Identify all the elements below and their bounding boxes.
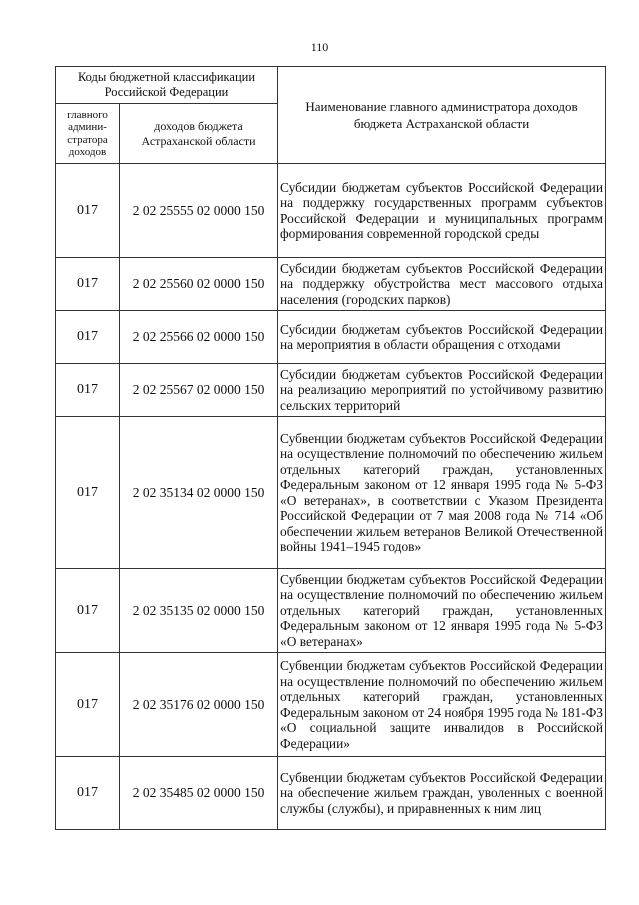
name-cell: Субвенции бюджетам субъектов Российской Федерации на осуществление полномочий по обеспечению жильем отдельных категорий граждан, установленных Федеральным законом от 24 ноября 1995 года № 181-ФЗ «О социальной защите инвалидов в Российской Федерации» (278, 653, 606, 757)
admin-code-cell: 017 (56, 258, 120, 311)
income-code-cell: 2 02 25560 02 0000 150 (120, 258, 278, 311)
name-cell: Субвенции бюджетам субъектов Российской Федерации на осуществление полномочий по обеспечению жильем отдельных категорий граждан, установленных Федеральным законом от 12 января 1995 года № 5-ФЗ «О ветеранах» (278, 569, 606, 653)
income-code-cell: 2 02 35134 02 0000 150 (120, 417, 278, 569)
admin-code-cell: 017 (56, 757, 120, 830)
budget-classification-table (55, 66, 606, 830)
table-row (56, 569, 606, 653)
table-row (56, 258, 606, 311)
admin-code-cell: 017 (56, 653, 120, 757)
header-codes-group: Коды бюджетной классификации Российской Федерации (56, 67, 278, 104)
name-cell: Субвенции бюджетам субъектов Российской Федерации на осуществление полномочий по обеспечению жильем отдельных категорий граждан, установленных Федеральным законом от 12 января 1995 года № 5-ФЗ «О ветеранах», в соответствии с Указом Президента Российской Федерации от 7 мая 2008 года № 714 «Об обеспечении жильем ветеранов Великой Отечественной войны 1941–1945 годов» (278, 417, 606, 569)
income-code-cell: 2 02 35176 02 0000 150 (120, 653, 278, 757)
admin-code-cell: 017 (56, 364, 120, 417)
header-admin-name: Наименование главного администратора доходов бюджета Астраханской области (278, 67, 606, 164)
income-code-cell: 2 02 35135 02 0000 150 (120, 569, 278, 653)
header-chief-admin-code: главного админи-стратора доходов (56, 104, 120, 164)
table-row (56, 364, 606, 417)
name-cell: Субсидии бюджетам субъектов Российской Федерации на поддержку обустройства мест массового отдыха населения (городских парков) (278, 258, 606, 311)
income-code-cell: 2 02 25566 02 0000 150 (120, 311, 278, 364)
page-number: 110 (310, 40, 329, 54)
table-row (56, 757, 606, 830)
admin-code-cell: 017 (56, 164, 120, 258)
income-code-cell: 2 02 25555 02 0000 150 (120, 164, 278, 258)
admin-code-cell: 017 (56, 417, 120, 569)
table-row (56, 417, 606, 569)
table-header-row (56, 67, 606, 104)
admin-code-cell: 017 (56, 311, 120, 364)
table-row (56, 164, 606, 258)
header-income-code: доходов бюджета Астраханской области (120, 104, 278, 164)
name-cell: Субсидии бюджетам субъектов Российской Федерации на мероприятия в области обращения с отходами (278, 311, 606, 364)
table-row (56, 653, 606, 757)
table-row (56, 311, 606, 364)
admin-code-cell: 017 (56, 569, 120, 653)
income-code-cell: 2 02 25567 02 0000 150 (120, 364, 278, 417)
name-cell: Субвенции бюджетам субъектов Российской Федерации на обеспечение жильем граждан, уволенных с военной службы (службы), и приравненных к ним лиц (278, 757, 606, 830)
income-code-cell: 2 02 35485 02 0000 150 (120, 757, 278, 830)
name-cell: Субсидии бюджетам субъектов Российской Федерации на реализацию мероприятий по устойчивому развитию сельских территорий (278, 364, 606, 417)
name-cell: Субсидии бюджетам субъектов Российской Федерации на поддержку государственных программ субъектов Российской Федерации и муниципальных программ формирования современной городской среды (278, 164, 606, 258)
